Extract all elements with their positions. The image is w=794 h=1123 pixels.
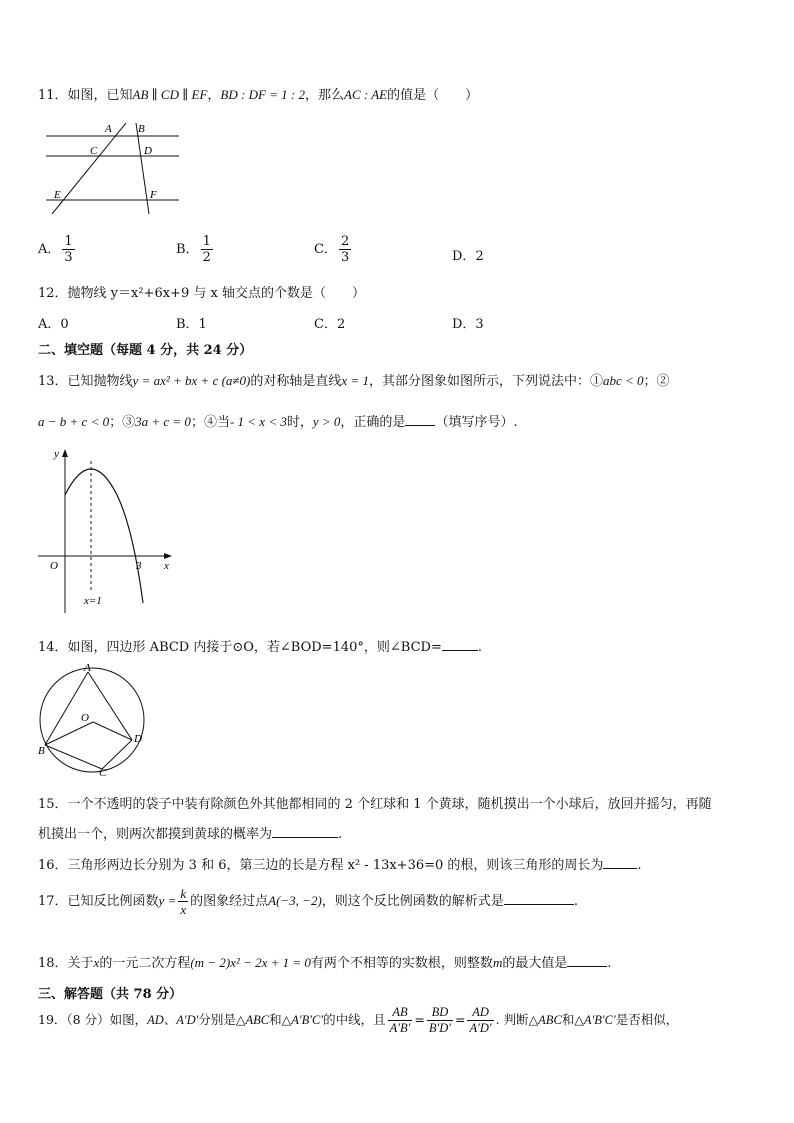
q16-stem [38,854,642,873]
q14-circle-figure [38,660,153,780]
denominator: 2 [202,250,211,265]
q17-function: y = [158,893,177,908]
q18-stem [38,952,611,971]
q17-end: . [573,894,578,909]
q18-text: 有两个不相等的实数根，则整数 [310,956,493,971]
option-letter: B． [176,242,199,257]
q17-point: A(−3, −2) [268,893,322,908]
label-symmetry-axis: x=1 [84,595,102,607]
q16-end: . [637,858,642,873]
q17-text: 17．已知反比例函数 [38,894,159,909]
q11-tail: ，那么 [305,88,345,103]
q19-text: 19．（8 分）如图， [38,1012,148,1027]
q13-text: 13．已知抛物线 [38,374,133,389]
q19-triangle: △A′B′C′ [574,1013,616,1027]
option-letter: D． [452,249,476,264]
q13-answer-blank[interactable] [405,413,435,426]
q16-answer-blank[interactable] [603,856,637,869]
option-letter: C． [314,242,337,257]
q13-text: ，其部分图象如图所示，下列说法中：① [368,374,603,389]
label-origin: O [50,560,58,572]
q13-text: ；② [643,374,670,389]
q13-text: 时， [286,415,313,430]
label-x: x [164,560,169,572]
q13-statement-4: - 1 < x < 3 [229,414,287,429]
q11-option-c[interactable] [314,234,353,265]
q15-line1: 15．一个不透明的袋子中装有除颜色外其他都相同的 2 个红球和 1 个黄球，随机摸出一个小球后，放回并摇匀，再随 [38,797,712,812]
q13-parabola-figure [38,443,178,618]
q19-text: 的中线，且 [323,1012,386,1027]
q17-text: 的图象经过点 [190,894,269,909]
label-c: C [99,767,107,779]
label-d: D [134,733,142,745]
q13-axis: x = 1 [341,373,369,388]
numerator: k [180,886,187,901]
q13-statement-1: abc < 0 [602,373,644,388]
q12-stem: 12．抛物线 y＝x²+6x+9 与 x 轴交点的个数是（ ） [38,286,365,301]
q14-stem [38,636,482,655]
denominator: B′D′ [428,1021,451,1035]
q11-option-a[interactable] [38,234,77,265]
q17-answer-blank[interactable] [504,892,574,905]
q13-text: （填写序号）. [435,415,518,430]
q11-cond2: BD : DF = 1 : 2 [220,87,305,102]
q11-ask: AC : AE [344,87,388,102]
q15-text: 机摸出一个，则两次都摸到黄球的概率为 [38,827,273,842]
section-heading-fill-in: 二、填空题（每题 4 分，共 24 分） [38,343,253,358]
x-axis-arrow [164,553,172,559]
q14-text: 14．如图，四边形 ABCD 内接于⊙O，若∠BOD=140°，则∠BCD= [38,640,442,655]
q14-end: . [477,640,482,655]
q18-variable: x [93,955,100,970]
q11-sep: ， [207,88,221,103]
label-d: D [144,145,152,157]
q13-parabola: y = ax² + bx + c (a≠0) [132,373,251,388]
q11-option-d[interactable] [452,245,484,264]
q18-text: 的一元二次方程 [99,956,191,971]
q19-triangle: △A′B′C′ [281,1013,324,1027]
q13-statement-5: y > 0 [312,414,341,429]
q12-option-d[interactable]: D．3 [452,317,484,332]
label-c: C [90,145,98,157]
denominator: 3 [64,250,73,265]
numerator: AD [467,1005,493,1021]
denominator: A′D′ [469,1021,492,1035]
q17-stem [38,886,578,917]
q12-option-c[interactable]: C．2 [314,317,346,332]
q18-equation: (m − 2)x² − 2x + 1 = 0 [190,955,311,970]
q18-text: 的最大值是 [502,956,568,971]
q15-end: . [338,827,343,842]
q13-statement-3: 3a + c = 0 [135,414,191,429]
q15-answer-blank[interactable] [272,825,338,838]
label-a: A [105,123,112,135]
q17-text: ，则这个反比例函数的解析式是 [321,894,504,909]
numerator: 1 [64,234,73,249]
q15-line2 [38,823,342,842]
q19-text: . 判断 [495,1012,529,1027]
q12-option-a[interactable]: A．0 [38,317,69,332]
q13-statement-2: a − b + c < 0 [38,414,110,429]
denominator: x [180,902,187,917]
q18-text: 18．关于 [38,956,94,971]
q19-text: 和 [561,1012,575,1027]
q13-text: ，正确的是 [340,415,406,430]
denominator: 3 [340,250,350,265]
parabola-curve [65,469,143,603]
chord-ab [45,672,88,745]
numerator: 2 [340,234,350,249]
q16-text: 16．三角形两边长分别为 3 和 6，第三边的长是方程 x² - 13x+36=0 的根，则该三角形的周长为 [38,858,604,873]
section-heading-solutions: 三、解答题（共 78 分） [38,987,183,1002]
option-letter: A． [38,242,61,257]
numerator: AB [388,1005,413,1021]
q11-figure [38,118,188,218]
label-y: y [54,448,59,460]
label-f: F [150,189,157,201]
q13-text: ；③ [109,415,136,430]
q11-stem [38,84,478,103]
label-a: A [84,662,91,674]
numerator: 1 [202,234,211,249]
q11-end: 的值是（ ） [387,88,479,103]
q11-label: 11．如图，已知 [38,88,133,103]
q11-cond1: AB ∥ CD ∥ EF [132,87,208,102]
q19-segments: AD、A′D′ [147,1013,199,1027]
y-axis-arrow [62,449,68,457]
q18-answer-blank[interactable] [567,954,607,967]
q18-end: . [607,956,612,971]
option-text: 2 [475,249,484,264]
q13-text: 的对称轴是直线 [250,374,342,389]
label-three: 3 [136,560,142,572]
q11-option-b[interactable] [176,234,215,265]
q18-variable: m [492,955,503,970]
q19-text: 是否相似， [615,1012,679,1027]
circle-o [40,668,144,772]
q14-answer-blank[interactable] [442,638,478,651]
numerator: BD [427,1005,453,1021]
q19-triangle: △ABC [235,1013,270,1027]
chord-bc [45,745,102,769]
q13-line1 [38,370,670,389]
label-e: E [54,189,61,201]
chord-cd [102,740,132,769]
q13-line2 [38,411,518,430]
q19-text: 分别是 [198,1012,236,1027]
label-b: B [38,745,45,757]
q12-option-b[interactable]: B．1 [176,317,207,332]
label-b: B [138,123,145,135]
q19-triangle: △ABC [528,1013,562,1027]
q19-text: 和 [269,1012,282,1027]
q19-stem: 19．（8 分）如图，AD、A′D′分别是△ABC和△A′B′C′的中线，且 $\frac{AB}{A'B'}$ = $\frac{BD}{B'D'}$ = $\frac{AD}{A'D'}$ . 判断△ABC和△A′B′C′是否相似， [38,1005,679,1035]
denominator: A′B′ [389,1021,411,1035]
label-o: O [81,712,89,724]
q13-text: ；④当 [190,415,230,430]
